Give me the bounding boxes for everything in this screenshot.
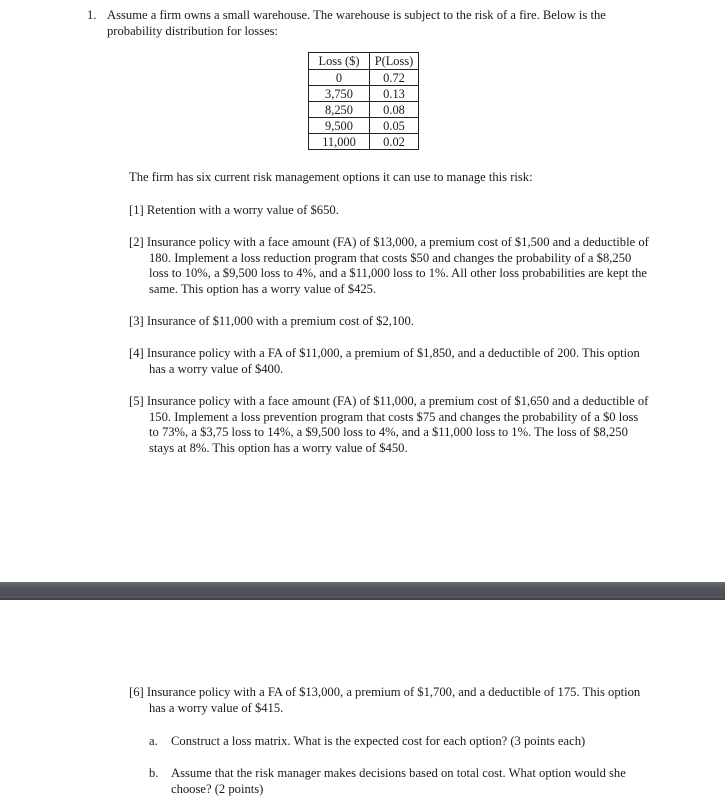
page-break-divider (0, 582, 725, 600)
sub-question-a (149, 734, 649, 750)
option-6: [6] Insurance policy with a FA of $13,000, a premium of $1,700, and a deductible of 175. This option has a worry value of $415. (129, 685, 641, 715)
probability-cell: 0.02 (370, 134, 419, 150)
table-row (309, 134, 419, 150)
sub-question-label: a. (149, 734, 158, 748)
options-intro: The firm has six current risk management options it can use to manage this risk: (129, 170, 533, 184)
loss-cell: 3,750 (309, 86, 370, 102)
loss-distribution-table (308, 52, 419, 150)
question-intro: Assume a firm owns a small warehouse. The warehouse is subject to the risk of a fire. Below is the probability distribution for losses: (107, 8, 606, 38)
question-number: 1. (87, 8, 97, 22)
loss-cell: 9,500 (309, 118, 370, 134)
option-4: [4] Insurance policy with a FA of $11,000, a premium of $1,850, and a deductible of 200. This option has a worry value of $400. (129, 346, 640, 376)
sub-question-b (149, 766, 649, 797)
option-3: [3] Insurance of $11,000 with a premium cost of $2,100. (129, 314, 414, 328)
table-header-row (309, 53, 419, 70)
table-row (309, 118, 419, 134)
probability-cell: 0.72 (370, 70, 419, 86)
option-1: [1] Retention with a worry value of $650. (129, 203, 339, 217)
table-row (309, 102, 419, 118)
sub-question-label: b. (149, 766, 159, 780)
loss-cell: 8,250 (309, 102, 370, 118)
header-loss: Loss ($) (309, 53, 370, 70)
table-row (309, 86, 419, 102)
header-probability: P(Loss) (370, 53, 419, 70)
sub-question-text: Assume that the risk manager makes decisions based on total cost. What option would she choose? (2 points) (171, 766, 626, 796)
loss-cell: 11,000 (309, 134, 370, 150)
option-5: [5] Insurance policy with a face amount (FA) of $11,000, a premium cost of $1,650 and a deductible of 150. Implement a loss prevention program that costs $75 and changes the probability of a $0 loss to 73%, a $3,75 loss to 14%, a $9,500 loss to 4%, and a $11,000 loss to 1%. The loss of $8,250 stays at 8%. This option has a worry value of $450. (129, 394, 649, 455)
probability-cell: 0.05 (370, 118, 419, 134)
sub-question-text: Construct a loss matrix. What is the expected cost for each option? (3 points each) (171, 734, 586, 748)
probability-cell: 0.13 (370, 86, 419, 102)
table-row (309, 70, 419, 86)
option-2: [2] Insurance policy with a face amount (FA) of $13,000, a premium cost of $1,500 and a deductible of 180. Implement a loss reduction program that costs $50 and changes the probability of a $8,250 loss to 10%, a $9,500 loss to 4%, and a $11,000 loss to 1%. All other loss probabilities are kept the same. This option has a worry value of $425. (129, 235, 649, 296)
loss-cell: 0 (309, 70, 370, 86)
probability-cell: 0.08 (370, 102, 419, 118)
